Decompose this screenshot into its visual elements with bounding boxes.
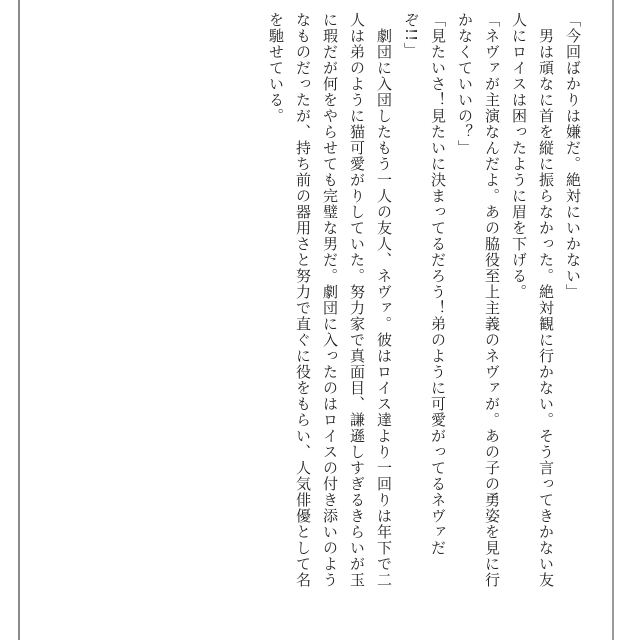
text-line: なものだったが、持ち前の器用さと努力で直ぐに役をもらい、人気俳優として名 <box>294 12 312 588</box>
vertical-text-body <box>110 12 586 640</box>
text-line: 男は頑なに首を縦に振らなかった。絶対観に行かない。そう言ってきかない友 <box>537 12 555 588</box>
text-line: 人は弟のように猫可愛がりしていた。努力家で真面目、謙遜しすぎるきらいが玉 <box>348 12 366 588</box>
text-line: を馳せている。 <box>267 12 285 124</box>
text-line: かなくていいの？」 <box>456 12 474 156</box>
text-line: 「ネヴァが主演なんだよ。あの脇役至上主義のネヴァが。あの子の勇姿を見に行 <box>483 12 501 588</box>
text-line: に瑕だが何をやらせても完璧な男だ。劇団に入ったのはロイスの付き添いのよう <box>321 12 339 588</box>
right-border-line <box>612 0 614 640</box>
text-line: ぞ!!」 <box>402 12 420 59</box>
text-line: 人にロイスは困ったように眉を下げる。 <box>510 12 528 300</box>
left-border-line <box>18 0 20 640</box>
text-line: 「今回ばかりは嫌だ。絶対にいかない」 <box>564 12 582 300</box>
text-line: 劇団に入団したもう一人の友人、ネヴァ。彼はロイス達より一回りは年下で二 <box>375 12 393 588</box>
text-line: 「見たいさ！見たいに決まってるだろう！弟のように可愛がってるネヴァだ <box>429 12 447 556</box>
